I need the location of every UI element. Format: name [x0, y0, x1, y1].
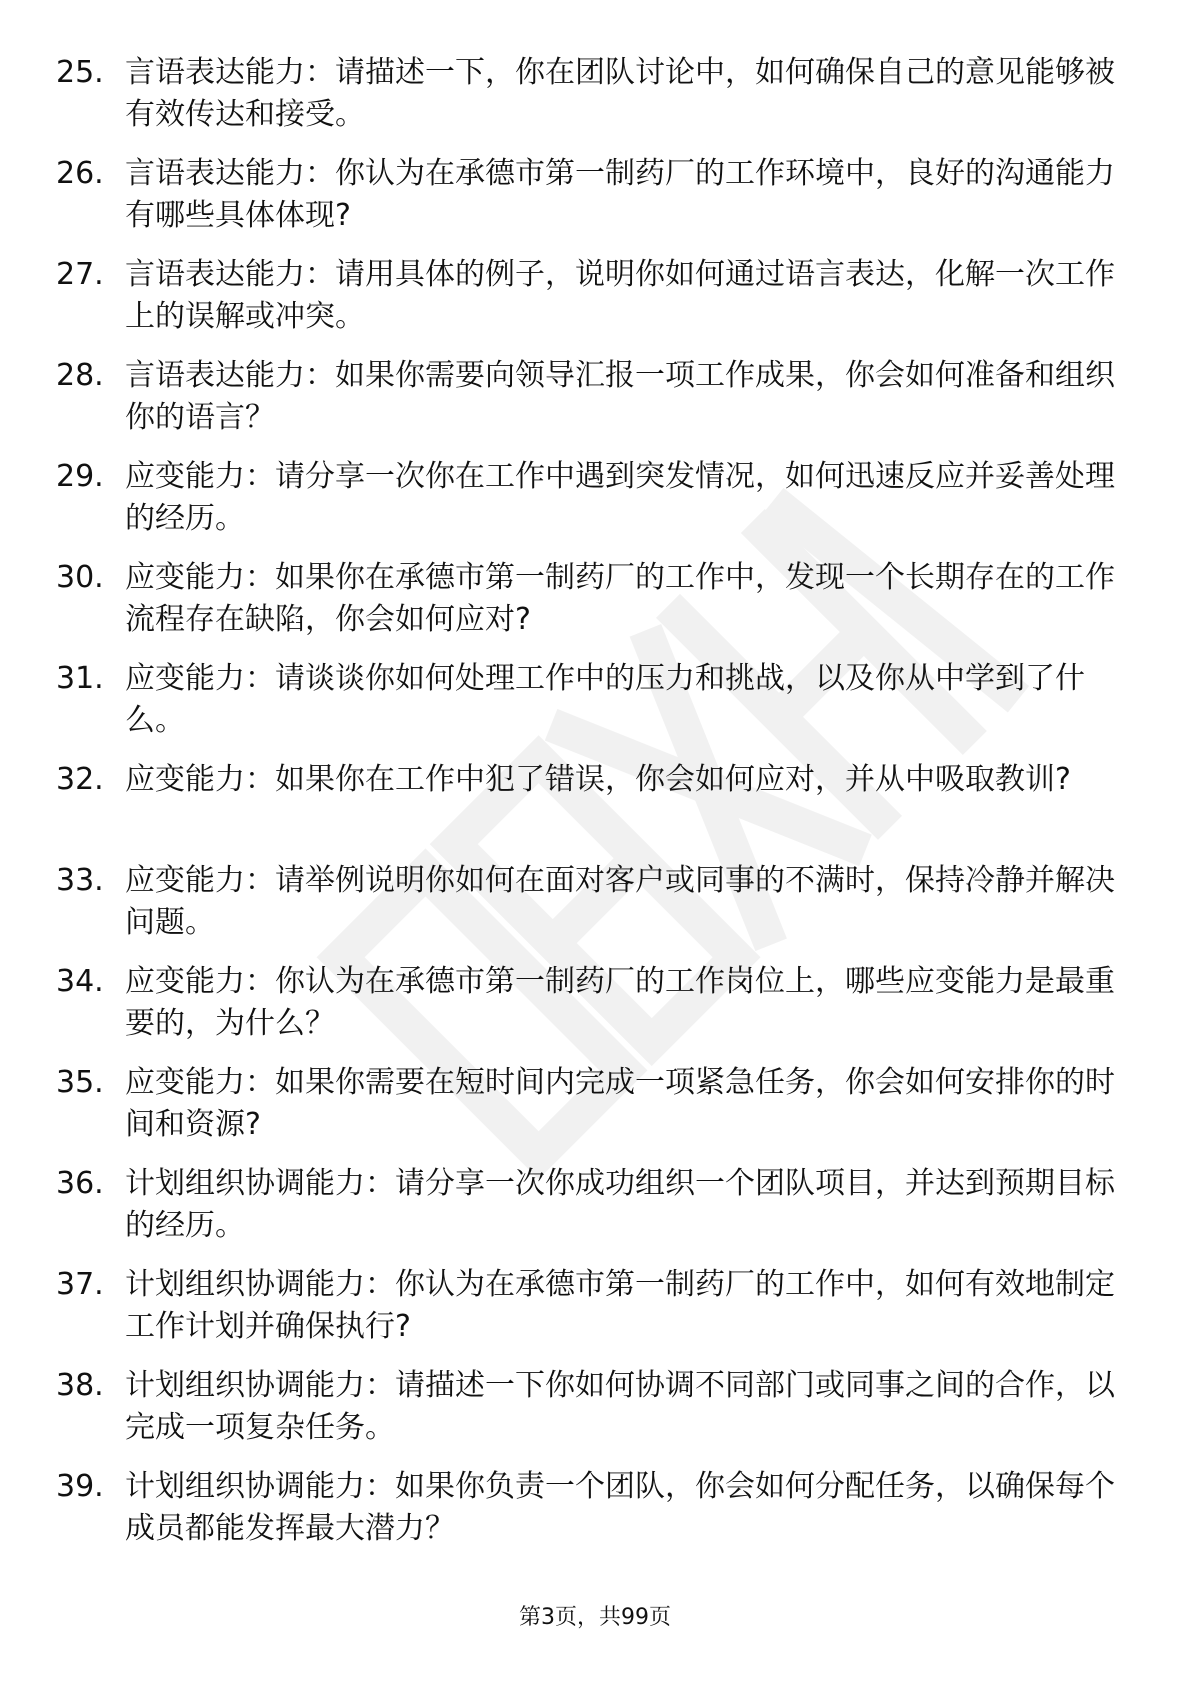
- question-text: 计划组织协调能力：请描述一下你如何协调不同部门或同事之间的合作，以完成一项复杂任务。: [125, 1368, 1115, 1445]
- question-text: 计划组织协调能力：如果你负责一个团队，你会如何分配任务，以确保每个成员都能发挥最大潜力？: [125, 1469, 1115, 1546]
- question-number: 39.: [56, 1469, 104, 1504]
- question-item: [0, 349, 1190, 450]
- question-number: 28.: [56, 358, 104, 393]
- question-item: [0, 753, 1190, 854]
- question-text: 应变能力：你认为在承德市第一制药厂的工作岗位上，哪些应变能力是最重要的，为什么？: [125, 964, 1115, 1041]
- question-item: [0, 1056, 1190, 1157]
- question-number: 35.: [56, 1065, 104, 1100]
- question-item: [0, 46, 1190, 147]
- question-text: 言语表达能力：你认为在承德市第一制药厂的工作环境中，良好的沟通能力有哪些具体体现?: [125, 156, 1115, 233]
- question-text: 言语表达能力：请描述一下，你在团队讨论中，如何确保自己的意见能够被有效传达和接受。: [125, 55, 1115, 132]
- question-item: [0, 248, 1190, 349]
- question-text: 应变能力：请举例说明你如何在面对客户或同事的不满时，保持冷静并解决问题。: [125, 863, 1115, 940]
- question-number: 29.: [56, 459, 104, 494]
- question-item: [0, 1157, 1190, 1258]
- question-text: 应变能力：如果你在承德市第一制药厂的工作中，发现一个长期存在的工作流程存在缺陷，你会如何应对?: [125, 560, 1115, 637]
- question-text: 应变能力：如果你需要在短时间内完成一项紧急任务，你会如何安排你的时间和资源?: [125, 1065, 1115, 1142]
- question-text: 应变能力：请分享一次你在工作中遇到突发情况，如何迅速反应并妥善处理的经历。: [125, 459, 1115, 536]
- question-number: 26.: [56, 156, 104, 191]
- question-number: 38.: [56, 1368, 104, 1403]
- question-item: [0, 450, 1190, 551]
- question-number: 37.: [56, 1267, 104, 1302]
- question-item: [0, 854, 1190, 955]
- question-number: 27.: [56, 257, 104, 292]
- question-number: 34.: [56, 964, 104, 999]
- question-number: 32.: [56, 762, 104, 797]
- question-item: [0, 1359, 1190, 1460]
- question-text: 言语表达能力：请用具体的例子，说明你如何通过语言表达，化解一次工作上的误解或冲突。: [125, 257, 1115, 334]
- question-text: 计划组织协调能力：请分享一次你成功组织一个团队项目，并达到预期目标的经历。: [125, 1166, 1115, 1243]
- question-text: 言语表达能力：如果你需要向领导汇报一项工作成果，你会如何准备和组织你的语言？: [125, 358, 1115, 435]
- question-item: [0, 652, 1190, 753]
- question-item: [0, 1258, 1190, 1359]
- question-text: 应变能力：请谈谈你如何处理工作中的压力和挑战，以及你从中学到了什么。: [125, 661, 1085, 738]
- question-number: 25.: [56, 55, 104, 90]
- question-number: 30.: [56, 560, 104, 595]
- question-item: [0, 955, 1190, 1056]
- question-number: 36.: [56, 1166, 104, 1201]
- question-list: [0, 46, 1190, 1561]
- question-number: 33.: [56, 863, 104, 898]
- page-footer: 第3页，共99页: [519, 1605, 671, 1630]
- question-text: 计划组织协调能力：你认为在承德市第一制药厂的工作中，如何有效地制定工作计划并确保执行?: [125, 1267, 1115, 1344]
- question-number: 31.: [56, 661, 104, 696]
- question-item: [0, 1460, 1190, 1561]
- question-item: [0, 551, 1190, 652]
- question-text: 应变能力：如果你在工作中犯了错误，你会如何应对，并从中吸取教训?: [125, 762, 1071, 797]
- question-item: [0, 147, 1190, 248]
